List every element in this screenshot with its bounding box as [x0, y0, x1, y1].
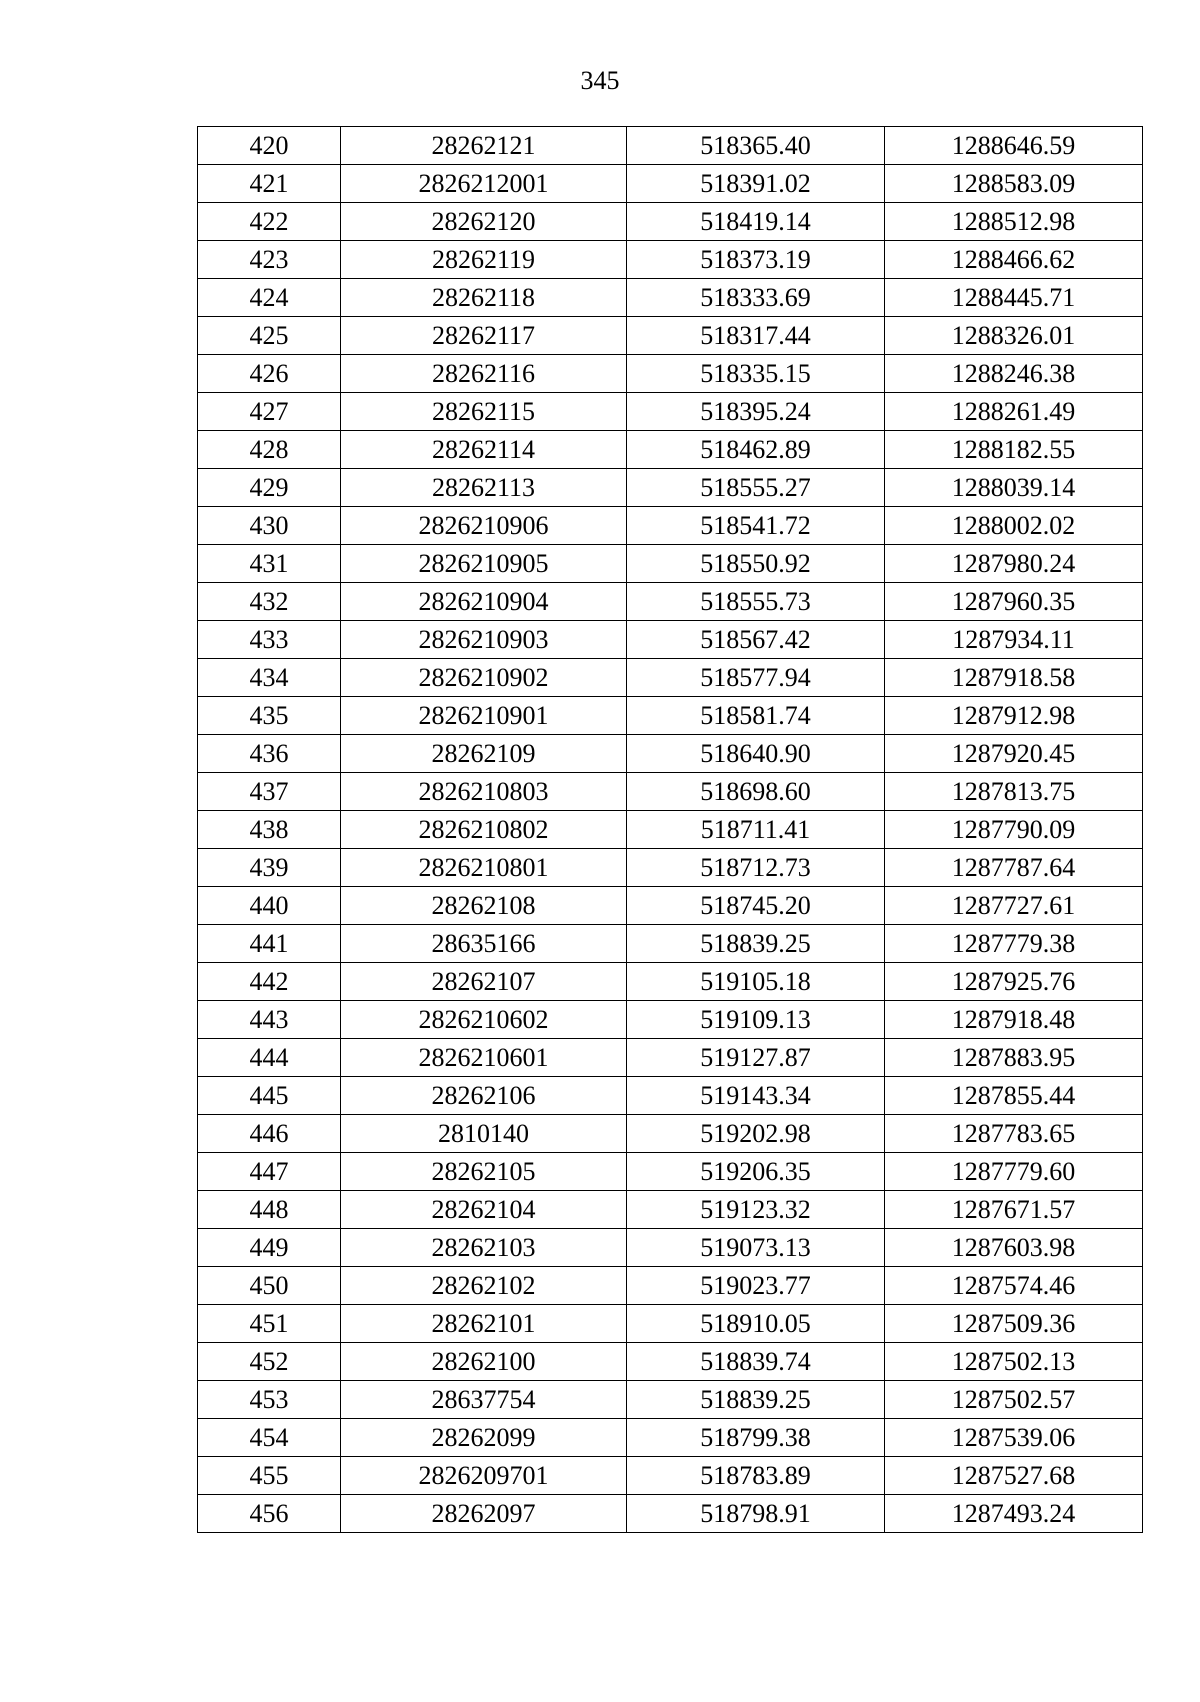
- table-row: [198, 1305, 1143, 1343]
- row-index-cell: 433: [198, 621, 341, 659]
- easting-cell: 518419.14: [627, 203, 885, 241]
- northing-cell: 1288039.14: [885, 469, 1143, 507]
- point-id-cell: 2826210904: [341, 583, 627, 621]
- northing-cell: 1287603.98: [885, 1229, 1143, 1267]
- easting-cell: 518910.05: [627, 1305, 885, 1343]
- easting-cell: 518712.73: [627, 849, 885, 887]
- row-index-cell: 443: [198, 1001, 341, 1039]
- row-index-cell: 422: [198, 203, 341, 241]
- easting-cell: 518711.41: [627, 811, 885, 849]
- table-row: [198, 165, 1143, 203]
- northing-cell: 1288445.71: [885, 279, 1143, 317]
- row-index-cell: 435: [198, 697, 341, 735]
- table-row: [198, 811, 1143, 849]
- point-id-cell: 2826212001: [341, 165, 627, 203]
- row-index-cell: 454: [198, 1419, 341, 1457]
- easting-cell: 519206.35: [627, 1153, 885, 1191]
- easting-cell: 519109.13: [627, 1001, 885, 1039]
- northing-cell: 1287787.64: [885, 849, 1143, 887]
- point-id-cell: 28262101: [341, 1305, 627, 1343]
- row-index-cell: 434: [198, 659, 341, 697]
- easting-cell: 518839.25: [627, 925, 885, 963]
- point-id-cell: 28637754: [341, 1381, 627, 1419]
- row-index-cell: 445: [198, 1077, 341, 1115]
- point-id-cell: 2826210602: [341, 1001, 627, 1039]
- northing-cell: 1288246.38: [885, 355, 1143, 393]
- easting-cell: 519023.77: [627, 1267, 885, 1305]
- easting-cell: 518333.69: [627, 279, 885, 317]
- point-id-cell: 28262109: [341, 735, 627, 773]
- easting-cell: 518799.38: [627, 1419, 885, 1457]
- row-index-cell: 424: [198, 279, 341, 317]
- point-id-cell: 28262116: [341, 355, 627, 393]
- coordinates-table-body: [198, 127, 1143, 1533]
- easting-cell: 519123.32: [627, 1191, 885, 1229]
- northing-cell: 1288646.59: [885, 127, 1143, 165]
- row-index-cell: 439: [198, 849, 341, 887]
- table-row: [198, 925, 1143, 963]
- table-row: [198, 279, 1143, 317]
- coordinates-table: [197, 126, 1143, 1533]
- point-id-cell: 28262105: [341, 1153, 627, 1191]
- row-index-cell: 432: [198, 583, 341, 621]
- table-row: [198, 773, 1143, 811]
- easting-cell: 518335.15: [627, 355, 885, 393]
- row-index-cell: 431: [198, 545, 341, 583]
- northing-cell: 1287883.95: [885, 1039, 1143, 1077]
- point-id-cell: 28635166: [341, 925, 627, 963]
- point-id-cell: 28262121: [341, 127, 627, 165]
- row-index-cell: 425: [198, 317, 341, 355]
- easting-cell: 518798.91: [627, 1495, 885, 1533]
- point-id-cell: 2810140: [341, 1115, 627, 1153]
- row-index-cell: 455: [198, 1457, 341, 1495]
- page-number: 345: [580, 66, 620, 95]
- northing-cell: 1288002.02: [885, 507, 1143, 545]
- northing-cell: 1287779.38: [885, 925, 1143, 963]
- point-id-cell: 28262104: [341, 1191, 627, 1229]
- table-row: [198, 849, 1143, 887]
- northing-cell: 1287912.98: [885, 697, 1143, 735]
- point-id-cell: 28262107: [341, 963, 627, 1001]
- easting-cell: 518391.02: [627, 165, 885, 203]
- northing-cell: 1287855.44: [885, 1077, 1143, 1115]
- table-row: [198, 1077, 1143, 1115]
- northing-cell: 1287502.57: [885, 1381, 1143, 1419]
- point-id-cell: 28262120: [341, 203, 627, 241]
- point-id-cell: 2826210803: [341, 773, 627, 811]
- row-index-cell: 428: [198, 431, 341, 469]
- easting-cell: 518783.89: [627, 1457, 885, 1495]
- easting-cell: 519202.98: [627, 1115, 885, 1153]
- northing-cell: 1287539.06: [885, 1419, 1143, 1457]
- row-index-cell: 446: [198, 1115, 341, 1153]
- point-id-cell: 28262115: [341, 393, 627, 431]
- point-id-cell: 28262103: [341, 1229, 627, 1267]
- northing-cell: 1287493.24: [885, 1495, 1143, 1533]
- table-row: [198, 1343, 1143, 1381]
- easting-cell: 518365.40: [627, 127, 885, 165]
- row-index-cell: 442: [198, 963, 341, 1001]
- easting-cell: 518640.90: [627, 735, 885, 773]
- northing-cell: 1287918.58: [885, 659, 1143, 697]
- row-index-cell: 450: [198, 1267, 341, 1305]
- point-id-cell: 2826209701: [341, 1457, 627, 1495]
- table-row: [198, 1191, 1143, 1229]
- easting-cell: 519073.13: [627, 1229, 885, 1267]
- table-row: [198, 1267, 1143, 1305]
- easting-cell: 518698.60: [627, 773, 885, 811]
- row-index-cell: 420: [198, 127, 341, 165]
- row-index-cell: 438: [198, 811, 341, 849]
- row-index-cell: 453: [198, 1381, 341, 1419]
- row-index-cell: 452: [198, 1343, 341, 1381]
- easting-cell: 518567.42: [627, 621, 885, 659]
- table-row: [198, 317, 1143, 355]
- northing-cell: 1288466.62: [885, 241, 1143, 279]
- point-id-cell: 2826210905: [341, 545, 627, 583]
- easting-cell: 518581.74: [627, 697, 885, 735]
- easting-cell: 518462.89: [627, 431, 885, 469]
- point-id-cell: 28262114: [341, 431, 627, 469]
- easting-cell: 518541.72: [627, 507, 885, 545]
- row-index-cell: 436: [198, 735, 341, 773]
- table-row: [198, 735, 1143, 773]
- northing-cell: 1287920.45: [885, 735, 1143, 773]
- row-index-cell: 447: [198, 1153, 341, 1191]
- row-index-cell: 448: [198, 1191, 341, 1229]
- northing-cell: 1287527.68: [885, 1457, 1143, 1495]
- table-row: [198, 1419, 1143, 1457]
- table-row: [198, 659, 1143, 697]
- easting-cell: 518555.27: [627, 469, 885, 507]
- northing-cell: 1287925.76: [885, 963, 1143, 1001]
- row-index-cell: 423: [198, 241, 341, 279]
- table-row: [198, 393, 1143, 431]
- easting-cell: 518839.74: [627, 1343, 885, 1381]
- table-row: [198, 1039, 1143, 1077]
- easting-cell: 518373.19: [627, 241, 885, 279]
- easting-cell: 519143.34: [627, 1077, 885, 1115]
- point-id-cell: 28262102: [341, 1267, 627, 1305]
- table-row: [198, 1001, 1143, 1039]
- table-row: [198, 621, 1143, 659]
- point-id-cell: 28262097: [341, 1495, 627, 1533]
- table-row: [198, 241, 1143, 279]
- table-row: [198, 1457, 1143, 1495]
- northing-cell: 1287671.57: [885, 1191, 1143, 1229]
- row-index-cell: 426: [198, 355, 341, 393]
- table-row: [198, 1115, 1143, 1153]
- point-id-cell: 28262099: [341, 1419, 627, 1457]
- point-id-cell: 2826210906: [341, 507, 627, 545]
- table-row: [198, 545, 1143, 583]
- easting-cell: 518839.25: [627, 1381, 885, 1419]
- easting-cell: 518550.92: [627, 545, 885, 583]
- table-row: [198, 355, 1143, 393]
- northing-cell: 1287574.46: [885, 1267, 1143, 1305]
- table-row: [198, 127, 1143, 165]
- northing-cell: 1287783.65: [885, 1115, 1143, 1153]
- row-index-cell: 421: [198, 165, 341, 203]
- easting-cell: 518555.73: [627, 583, 885, 621]
- row-index-cell: 427: [198, 393, 341, 431]
- northing-cell: 1288182.55: [885, 431, 1143, 469]
- table-row: [198, 1495, 1143, 1533]
- easting-cell: 518395.24: [627, 393, 885, 431]
- point-id-cell: 28262117: [341, 317, 627, 355]
- point-id-cell: 28262108: [341, 887, 627, 925]
- northing-cell: 1288326.01: [885, 317, 1143, 355]
- northing-cell: 1287934.11: [885, 621, 1143, 659]
- northing-cell: 1287960.35: [885, 583, 1143, 621]
- northing-cell: 1287813.75: [885, 773, 1143, 811]
- table-row: [198, 963, 1143, 1001]
- point-id-cell: 28262119: [341, 241, 627, 279]
- table-row: [198, 469, 1143, 507]
- point-id-cell: 2826210801: [341, 849, 627, 887]
- northing-cell: 1287790.09: [885, 811, 1143, 849]
- row-index-cell: 451: [198, 1305, 341, 1343]
- table-row: [198, 507, 1143, 545]
- table-row: [198, 1229, 1143, 1267]
- northing-cell: 1287502.13: [885, 1343, 1143, 1381]
- row-index-cell: 441: [198, 925, 341, 963]
- easting-cell: 519127.87: [627, 1039, 885, 1077]
- table-row: [198, 583, 1143, 621]
- northing-cell: 1288261.49: [885, 393, 1143, 431]
- table-row: [198, 431, 1143, 469]
- northing-cell: 1288583.09: [885, 165, 1143, 203]
- table-row: [198, 887, 1143, 925]
- point-id-cell: 2826210901: [341, 697, 627, 735]
- table-row: [198, 1381, 1143, 1419]
- northing-cell: 1288512.98: [885, 203, 1143, 241]
- row-index-cell: 449: [198, 1229, 341, 1267]
- easting-cell: 518577.94: [627, 659, 885, 697]
- row-index-cell: 440: [198, 887, 341, 925]
- row-index-cell: 456: [198, 1495, 341, 1533]
- row-index-cell: 430: [198, 507, 341, 545]
- point-id-cell: 2826210802: [341, 811, 627, 849]
- table-row: [198, 203, 1143, 241]
- point-id-cell: 28262118: [341, 279, 627, 317]
- point-id-cell: 2826210902: [341, 659, 627, 697]
- easting-cell: 518317.44: [627, 317, 885, 355]
- northing-cell: 1287918.48: [885, 1001, 1143, 1039]
- point-id-cell: 28262100: [341, 1343, 627, 1381]
- row-index-cell: 437: [198, 773, 341, 811]
- point-id-cell: 28262106: [341, 1077, 627, 1115]
- point-id-cell: 28262113: [341, 469, 627, 507]
- point-id-cell: 2826210903: [341, 621, 627, 659]
- row-index-cell: 429: [198, 469, 341, 507]
- northing-cell: 1287509.36: [885, 1305, 1143, 1343]
- northing-cell: 1287727.61: [885, 887, 1143, 925]
- table-row: [198, 1153, 1143, 1191]
- easting-cell: 518745.20: [627, 887, 885, 925]
- row-index-cell: 444: [198, 1039, 341, 1077]
- easting-cell: 519105.18: [627, 963, 885, 1001]
- northing-cell: 1287980.24: [885, 545, 1143, 583]
- table-row: [198, 697, 1143, 735]
- northing-cell: 1287779.60: [885, 1153, 1143, 1191]
- point-id-cell: 2826210601: [341, 1039, 627, 1077]
